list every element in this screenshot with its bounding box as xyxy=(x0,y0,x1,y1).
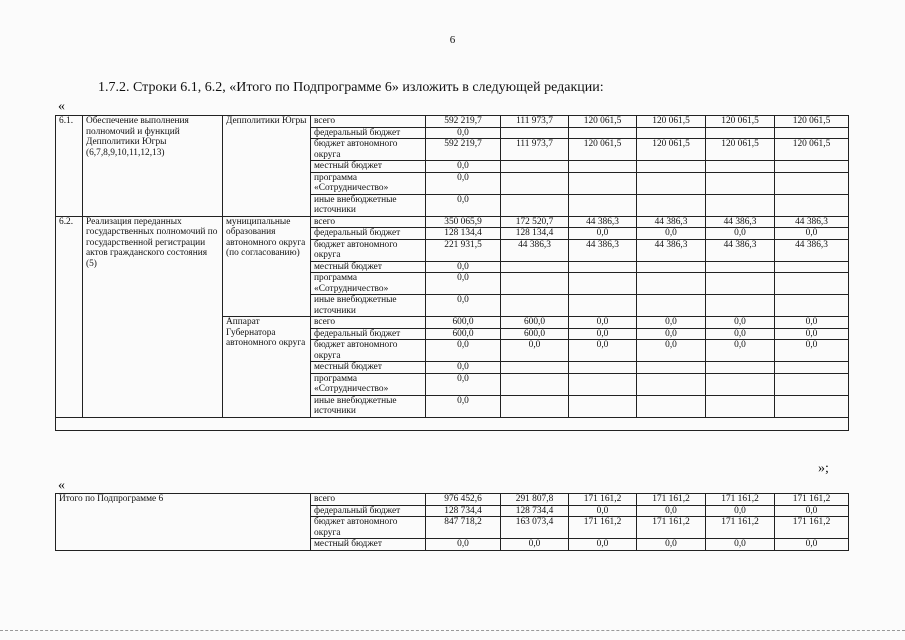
amount-cell: 0,0 xyxy=(501,340,569,362)
amount-cell: 0,0 xyxy=(706,539,775,551)
page-number: 6 xyxy=(449,34,456,46)
amount-cell xyxy=(501,172,569,194)
amount-cell: 171 161,2 xyxy=(637,517,706,539)
amount-cell xyxy=(706,172,775,194)
table-row xyxy=(56,216,849,228)
measure-name: Реализация переданных государственных полномочий по государственной регистрации актов гражданского состояния (5) xyxy=(83,216,223,417)
amount-cell xyxy=(706,362,775,374)
amount-cell xyxy=(569,172,637,194)
amount-cell: 0,0 xyxy=(426,194,501,216)
amount-cell: 0,0 xyxy=(426,340,501,362)
amount-cell: 0,0 xyxy=(775,340,849,362)
funding-source: всего xyxy=(311,494,426,506)
amount-cell xyxy=(706,127,775,139)
amount-cell xyxy=(569,295,637,317)
amount-cell: 120 061,5 xyxy=(569,139,637,161)
amount-cell: 976 452,6 xyxy=(426,494,501,506)
amount-cell xyxy=(775,127,849,139)
amount-cell: 600,0 xyxy=(501,328,569,340)
amount-cell: 44 386,3 xyxy=(569,239,637,261)
amount-cell: 120 061,5 xyxy=(637,139,706,161)
open-quote-1: « xyxy=(58,99,65,114)
measure-name: Обеспечение выполнения полномочий и функций Депполитики Югры (6,7,8,9,10,11,12,13) xyxy=(83,116,223,217)
amount-cell: 120 061,5 xyxy=(706,116,775,128)
amount-cell: 350 065,9 xyxy=(426,216,501,228)
amount-cell: 120 061,5 xyxy=(569,116,637,128)
amount-cell: 0,0 xyxy=(706,317,775,329)
funding-source: программа «Сотрудничество» xyxy=(311,172,426,194)
amount-cell: 0,0 xyxy=(706,228,775,240)
amount-cell xyxy=(501,261,569,273)
amount-cell: 172 520,7 xyxy=(501,216,569,228)
funding-source: иные внебюджетные источники xyxy=(311,295,426,317)
amount-cell: 120 061,5 xyxy=(706,139,775,161)
amount-cell xyxy=(775,295,849,317)
amount-cell: 0,0 xyxy=(569,505,637,517)
amount-cell: 0,0 xyxy=(569,317,637,329)
amount-cell: 44 386,3 xyxy=(637,239,706,261)
amount-cell xyxy=(569,161,637,173)
amount-cell xyxy=(706,161,775,173)
total-label: Итого по Подпрограмме 6 xyxy=(56,494,311,551)
amount-cell: 0,0 xyxy=(569,539,637,551)
funding-source: иные внебюджетные источники xyxy=(311,395,426,417)
amount-cell: 128 134,4 xyxy=(426,228,501,240)
amount-cell: 600,0 xyxy=(426,317,501,329)
amount-cell xyxy=(637,172,706,194)
funding-source: федеральный бюджет xyxy=(311,127,426,139)
funding-source: местный бюджет xyxy=(311,539,426,551)
funding-source: всего xyxy=(311,116,426,128)
amount-cell xyxy=(775,395,849,417)
funding-source: бюджет автономного округа xyxy=(311,517,426,539)
amount-cell: 0,0 xyxy=(775,228,849,240)
amount-cell xyxy=(501,194,569,216)
amount-cell: 0,0 xyxy=(775,328,849,340)
amount-cell: 0,0 xyxy=(426,273,501,295)
funding-source: бюджет автономного округа xyxy=(311,239,426,261)
amount-cell: 0,0 xyxy=(775,317,849,329)
amount-cell: 128 734,4 xyxy=(501,505,569,517)
amount-cell xyxy=(706,295,775,317)
amount-cell: 592 219,7 xyxy=(426,116,501,128)
amount-cell: 0,0 xyxy=(706,340,775,362)
amount-cell: 600,0 xyxy=(501,317,569,329)
amount-cell: 128 134,4 xyxy=(501,228,569,240)
amount-cell xyxy=(775,362,849,374)
amount-cell xyxy=(706,395,775,417)
amount-cell xyxy=(569,127,637,139)
amount-cell xyxy=(569,194,637,216)
amount-cell: 0,0 xyxy=(426,395,501,417)
amount-cell xyxy=(501,373,569,395)
amount-cell: 120 061,5 xyxy=(775,139,849,161)
funding-source: иные внебюджетные источники xyxy=(311,194,426,216)
amount-cell xyxy=(501,273,569,295)
open-quote-2: « xyxy=(58,478,65,493)
amount-cell: 0,0 xyxy=(501,539,569,551)
amount-cell: 171 161,2 xyxy=(637,494,706,506)
amount-cell xyxy=(637,161,706,173)
amount-cell: 0,0 xyxy=(569,340,637,362)
amount-cell: 171 161,2 xyxy=(706,494,775,506)
amount-cell: 0,0 xyxy=(706,505,775,517)
amount-cell xyxy=(775,161,849,173)
amount-cell: 291 807,8 xyxy=(501,494,569,506)
amount-cell: 44 386,3 xyxy=(706,216,775,228)
amount-cell xyxy=(706,273,775,295)
amount-cell: 847 718,2 xyxy=(426,517,501,539)
amount-cell: 171 161,2 xyxy=(775,494,849,506)
subprogram-table xyxy=(55,115,849,431)
amount-cell xyxy=(501,395,569,417)
amount-cell: 163 073,4 xyxy=(501,517,569,539)
amount-cell: 171 161,2 xyxy=(706,517,775,539)
amount-cell: 0,0 xyxy=(426,261,501,273)
amount-cell xyxy=(501,161,569,173)
amount-cell: 0,0 xyxy=(637,317,706,329)
amount-cell: 0,0 xyxy=(637,505,706,517)
total-table xyxy=(55,493,849,551)
amount-cell: 0,0 xyxy=(426,161,501,173)
amount-cell xyxy=(569,362,637,374)
amount-cell: 44 386,3 xyxy=(501,239,569,261)
amount-cell xyxy=(637,295,706,317)
empty-row xyxy=(56,417,849,430)
amount-cell: 0,0 xyxy=(426,373,501,395)
amount-cell xyxy=(637,362,706,374)
page-edge-rule xyxy=(0,630,905,631)
amount-cell: 0,0 xyxy=(426,127,501,139)
row-number: 6.2. xyxy=(56,216,83,417)
amount-cell xyxy=(637,127,706,139)
table-row xyxy=(56,116,849,128)
amount-cell: 44 386,3 xyxy=(569,216,637,228)
funding-source: программа «Сотрудничество» xyxy=(311,373,426,395)
amount-cell: 0,0 xyxy=(426,295,501,317)
amount-cell: 0,0 xyxy=(706,328,775,340)
row-number: 6.1. xyxy=(56,116,83,217)
amount-cell xyxy=(569,373,637,395)
amount-cell xyxy=(775,261,849,273)
amount-cell: 44 386,3 xyxy=(775,239,849,261)
amount-cell: 0,0 xyxy=(426,362,501,374)
amount-cell: 111 973,7 xyxy=(501,139,569,161)
amount-cell xyxy=(637,395,706,417)
amount-cell xyxy=(569,273,637,295)
amount-cell: 0,0 xyxy=(637,539,706,551)
amount-cell xyxy=(501,362,569,374)
amount-cell xyxy=(775,194,849,216)
amount-cell xyxy=(569,395,637,417)
funding-source: федеральный бюджет xyxy=(311,505,426,517)
amount-cell: 592 219,7 xyxy=(426,139,501,161)
funding-source: местный бюджет xyxy=(311,362,426,374)
amount-cell: 0,0 xyxy=(569,328,637,340)
amount-cell xyxy=(501,127,569,139)
amount-cell xyxy=(775,373,849,395)
executor: муниципальные образования автономного округа (по согласованию) xyxy=(223,216,311,317)
amount-cell xyxy=(775,172,849,194)
amount-cell: 0,0 xyxy=(637,340,706,362)
amount-cell: 44 386,3 xyxy=(775,216,849,228)
amount-cell xyxy=(775,273,849,295)
close-quote: »; xyxy=(818,461,829,476)
amount-cell xyxy=(637,261,706,273)
amount-cell: 44 386,3 xyxy=(706,239,775,261)
total-row xyxy=(56,494,849,506)
funding-source: всего xyxy=(311,317,426,329)
amount-cell: 171 161,2 xyxy=(569,517,637,539)
funding-source: бюджет автономного округа xyxy=(311,139,426,161)
amount-cell xyxy=(569,261,637,273)
amount-cell xyxy=(637,273,706,295)
funding-source: федеральный бюджет xyxy=(311,328,426,340)
funding-source: бюджет автономного округа xyxy=(311,340,426,362)
amount-cell: 120 061,5 xyxy=(775,116,849,128)
funding-source: местный бюджет xyxy=(311,261,426,273)
amount-cell xyxy=(706,261,775,273)
amount-cell: 128 734,4 xyxy=(426,505,501,517)
amount-cell xyxy=(637,373,706,395)
amount-cell: 0,0 xyxy=(569,228,637,240)
amount-cell: 111 973,7 xyxy=(501,116,569,128)
amount-cell: 44 386,3 xyxy=(637,216,706,228)
amount-cell: 0,0 xyxy=(775,505,849,517)
amount-cell: 171 161,2 xyxy=(775,517,849,539)
amount-cell: 171 161,2 xyxy=(569,494,637,506)
amount-cell: 120 061,5 xyxy=(637,116,706,128)
funding-source: программа «Сотрудничество» xyxy=(311,273,426,295)
executor: Депполитики Югры xyxy=(223,116,311,217)
amount-cell: 0,0 xyxy=(775,539,849,551)
page-heading: 1.7.2. Строки 6.1, 6.2, «Итого по Подпрограмме 6» изложить в следующей редакции: xyxy=(98,80,604,95)
amount-cell xyxy=(501,295,569,317)
amount-cell: 0,0 xyxy=(426,539,501,551)
amount-cell: 0,0 xyxy=(637,328,706,340)
funding-source: федеральный бюджет xyxy=(311,228,426,240)
amount-cell xyxy=(637,194,706,216)
amount-cell: 0,0 xyxy=(426,172,501,194)
funding-source: местный бюджет xyxy=(311,161,426,173)
amount-cell xyxy=(706,194,775,216)
funding-source: всего xyxy=(311,216,426,228)
executor: Аппарат Губернатора автономного округа xyxy=(223,317,311,418)
amount-cell: 221 931,5 xyxy=(426,239,501,261)
amount-cell xyxy=(706,373,775,395)
amount-cell: 0,0 xyxy=(637,228,706,240)
amount-cell: 600,0 xyxy=(426,328,501,340)
